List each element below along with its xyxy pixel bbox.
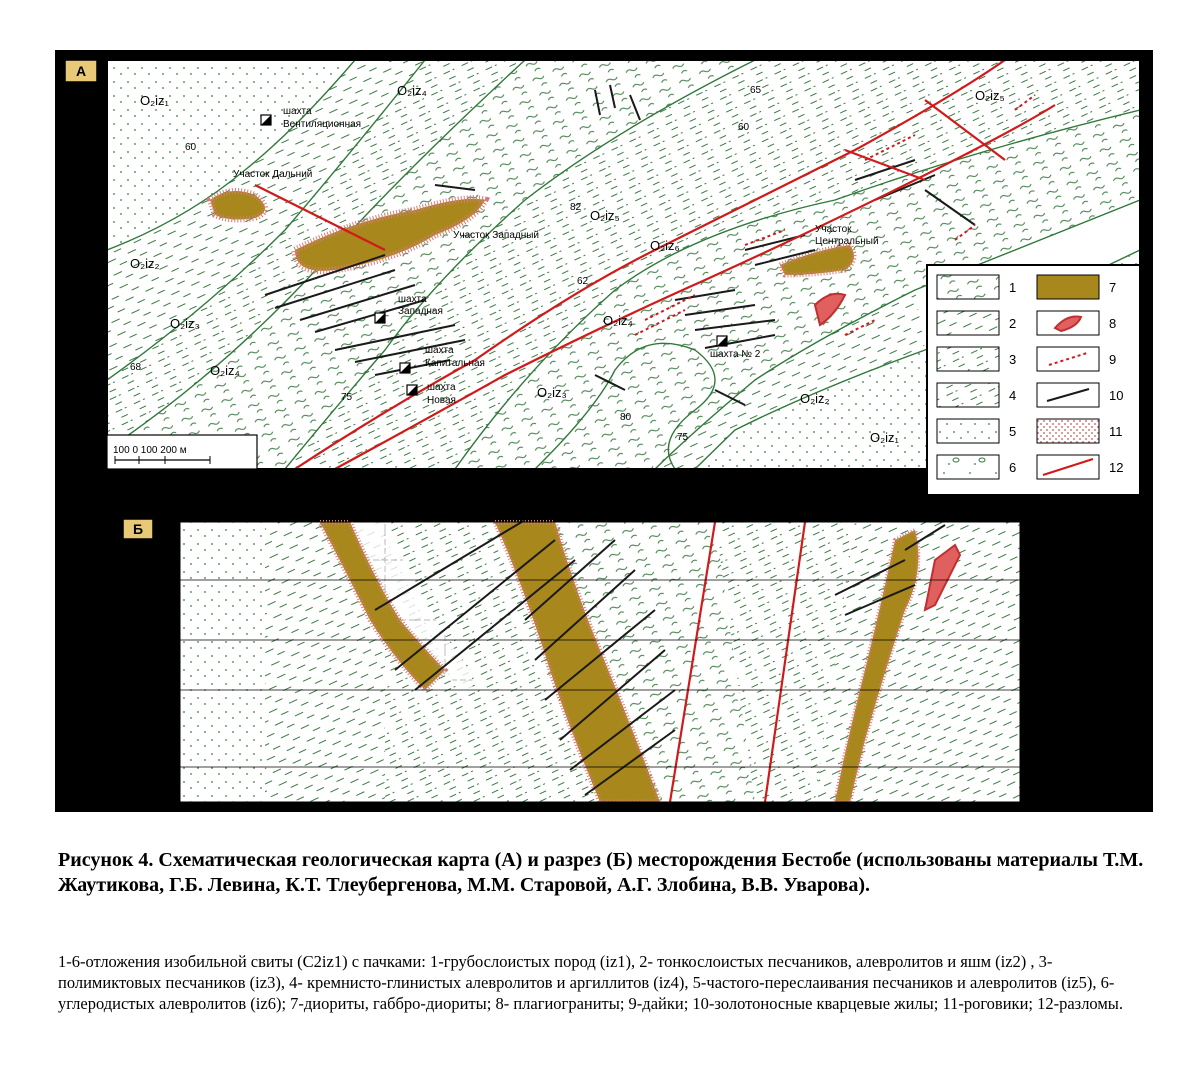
legend-swatch-6 (937, 455, 999, 479)
dip-value: 60 (738, 122, 750, 133)
shaft-label-cap-1: шахта (425, 345, 454, 356)
section-strata (180, 520, 1020, 802)
section-site-far: Участок Дальний (291, 507, 371, 518)
legend-number-5: 5 (1009, 424, 1017, 439)
shaft-label-cap-2: Капитальная (425, 358, 485, 369)
dip-value: 80 (620, 412, 632, 423)
panel-a-tag: А (75, 63, 87, 79)
legend-swatch-3 (937, 347, 999, 371)
level-label-205: Гор.205 (137, 576, 173, 587)
site-label-central-2: Центральный (815, 236, 879, 247)
figure-explanation: 1-6-отложения изобильной свиты (C2iz1) с пачками: 1-грубослоистых пород (iz1), 2- тонкослоистых песчаников, алевролитов и яшм (iz2) , 3-полимиктовых песчаников (iz3), 4- кремнисто-глинистых алевролитов и аргиллитов (iz4), 5-частого-переслаивания песчаников и алевролитов (iz5), 6-углеродистых алевролитов (iz6); 7-диориты, габбро-диориты; 8- плагиограниты; 9-дайки; 10-золотоносные кварцевые жилы; 11-роговики; 12-разломы. (58, 952, 1124, 1013)
shaft-label-new-2: Новая (427, 395, 456, 406)
panel-b-section (123, 499, 1020, 802)
diorite-far (210, 191, 265, 219)
dip-value: 60 (185, 142, 197, 153)
legend-number-6: 6 (1009, 460, 1017, 475)
legend-number-3: 3 (1009, 352, 1017, 367)
unit-label-iz4-c: O₂iz₄ (603, 313, 633, 328)
unit-label-iz1-nw: O₂iz₁ (140, 93, 169, 108)
unit-label-iz4-sw: O₂iz₄ (210, 363, 240, 378)
dip-value: 75 (341, 392, 353, 403)
site-label-central-1: Участок (815, 224, 852, 235)
section-site-central-1: Участок (870, 499, 907, 510)
level-label-0: 0 (167, 518, 173, 529)
dip-value: 75 (677, 432, 689, 443)
unit-label-iz5-ne: O₂iz₅ (975, 88, 1005, 103)
dip-value: 82 (570, 202, 582, 213)
site-label-far: Участок Дальний (233, 169, 313, 180)
legend-number-2: 2 (1009, 316, 1017, 331)
legend-number-1: 1 (1009, 280, 1017, 295)
geological-figure (55, 50, 1153, 812)
unit-label-iz5-c: O₂iz₅ (590, 208, 620, 223)
scale-bar (107, 435, 257, 469)
legend-swatch-1 (937, 275, 999, 299)
legend-number-9: 9 (1109, 352, 1117, 367)
legend (927, 265, 1140, 495)
level-label-890: Гор.890 (137, 763, 173, 774)
legend-swatch-11 (1037, 419, 1099, 443)
legend-number-11: 11 (1109, 424, 1123, 439)
section-site-west: Участок Западный (427, 505, 514, 516)
site-label-west: Участок Западный (453, 230, 540, 241)
shaft-label-no2: шахта № 2 (710, 349, 761, 360)
unit-label-iz6-c: O₂iz₆ (650, 238, 680, 253)
shaft-label-vent-1: шахта (283, 106, 312, 117)
level-label-430: Гор.430 (137, 636, 173, 647)
legend-number-8: 8 (1109, 316, 1117, 331)
legend-number-7: 7 (1109, 280, 1117, 295)
shaft-label-vent-2: Вентиляционная (283, 119, 362, 130)
legend-number-4: 4 (1009, 388, 1017, 403)
section-site-central-2: Центральный (865, 511, 929, 522)
unit-label-iz2-w: O₂iz₂ (130, 256, 160, 271)
shaft-label-new-1: шахта (427, 382, 456, 393)
unit-label-iz3-s: O₂iz₃ (537, 385, 567, 400)
unit-label-iz2-se: O₂iz₂ (800, 391, 830, 406)
scale-bar-label: 100 0 100 200 м (113, 445, 187, 456)
legend-number-12: 12 (1109, 460, 1124, 475)
legend-swatch-7 (1037, 275, 1099, 299)
level-label-610: Гор.610 (137, 686, 173, 697)
legend-number-10: 10 (1109, 388, 1124, 403)
unit-label-iz3-w: O₂iz₃ (170, 316, 200, 331)
shaft-label-west-2: Западная (398, 306, 443, 317)
legend-swatch-2 (937, 311, 999, 335)
dip-value: 65 (750, 85, 762, 96)
shaft-label-west-1: шахта (398, 294, 427, 305)
legend-swatch-5 (937, 419, 999, 443)
unit-label-iz4-n: O₂iz₄ (397, 83, 427, 98)
figure-caption: Рисунок 4. Схематическая геологическая карта (А) и разрез (Б) месторождения Бестобе (использованы материалы Т.М. Жаутикова, Г.Б. Левина, К.Т. Тлеубергенова, М.М. Старовой, А.Г. Злобина, В.В. Уварова). (58, 849, 1144, 896)
legend-swatch-4 (937, 383, 999, 407)
panel-b-tag: Б (132, 521, 144, 537)
dip-value: 68 (130, 362, 142, 373)
unit-label-iz1-se: O₂iz₁ (870, 430, 899, 445)
dip-value: 62 (577, 276, 589, 287)
